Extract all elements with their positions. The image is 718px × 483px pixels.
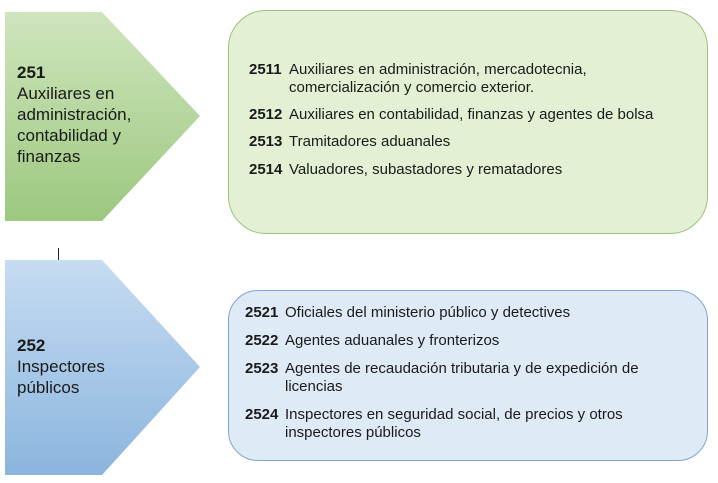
list-item-2512: 2512 Auxiliares en contabilidad, finanzas y agentes de bolsa xyxy=(249,106,654,123)
list-item-2522: 2522 Agentes aduanales y fronterizos xyxy=(245,332,500,349)
list-item-2511: 2511 Auxiliares en administración, mercadotecnia, comercialización y comercio exterior. xyxy=(249,61,587,96)
group-252-code: 252 xyxy=(17,336,46,355)
list-item-2524: 2524 Inspectores en seguridad social, de precios y otros inspectores públicos xyxy=(245,406,623,441)
list-item-2513: 2513 Tramitadores aduanales xyxy=(249,133,451,150)
list-item-2514: 2514 Valuadores, subastadores y rematadores xyxy=(249,161,563,178)
group-252-label xyxy=(17,335,157,398)
group-251-label xyxy=(17,62,157,167)
group-251-title: Auxiliares en administración, contabilidad y finanzas xyxy=(17,84,132,166)
group-252-title: Inspectores públicos xyxy=(17,357,105,397)
list-item-2521: 2521 Oficiales del ministerio público y detectives xyxy=(245,304,571,321)
group-251-code: 251 xyxy=(17,63,46,82)
list-item-2523: 2523 Agentes de recaudación tributaria y de expedición de licencias xyxy=(245,360,639,395)
